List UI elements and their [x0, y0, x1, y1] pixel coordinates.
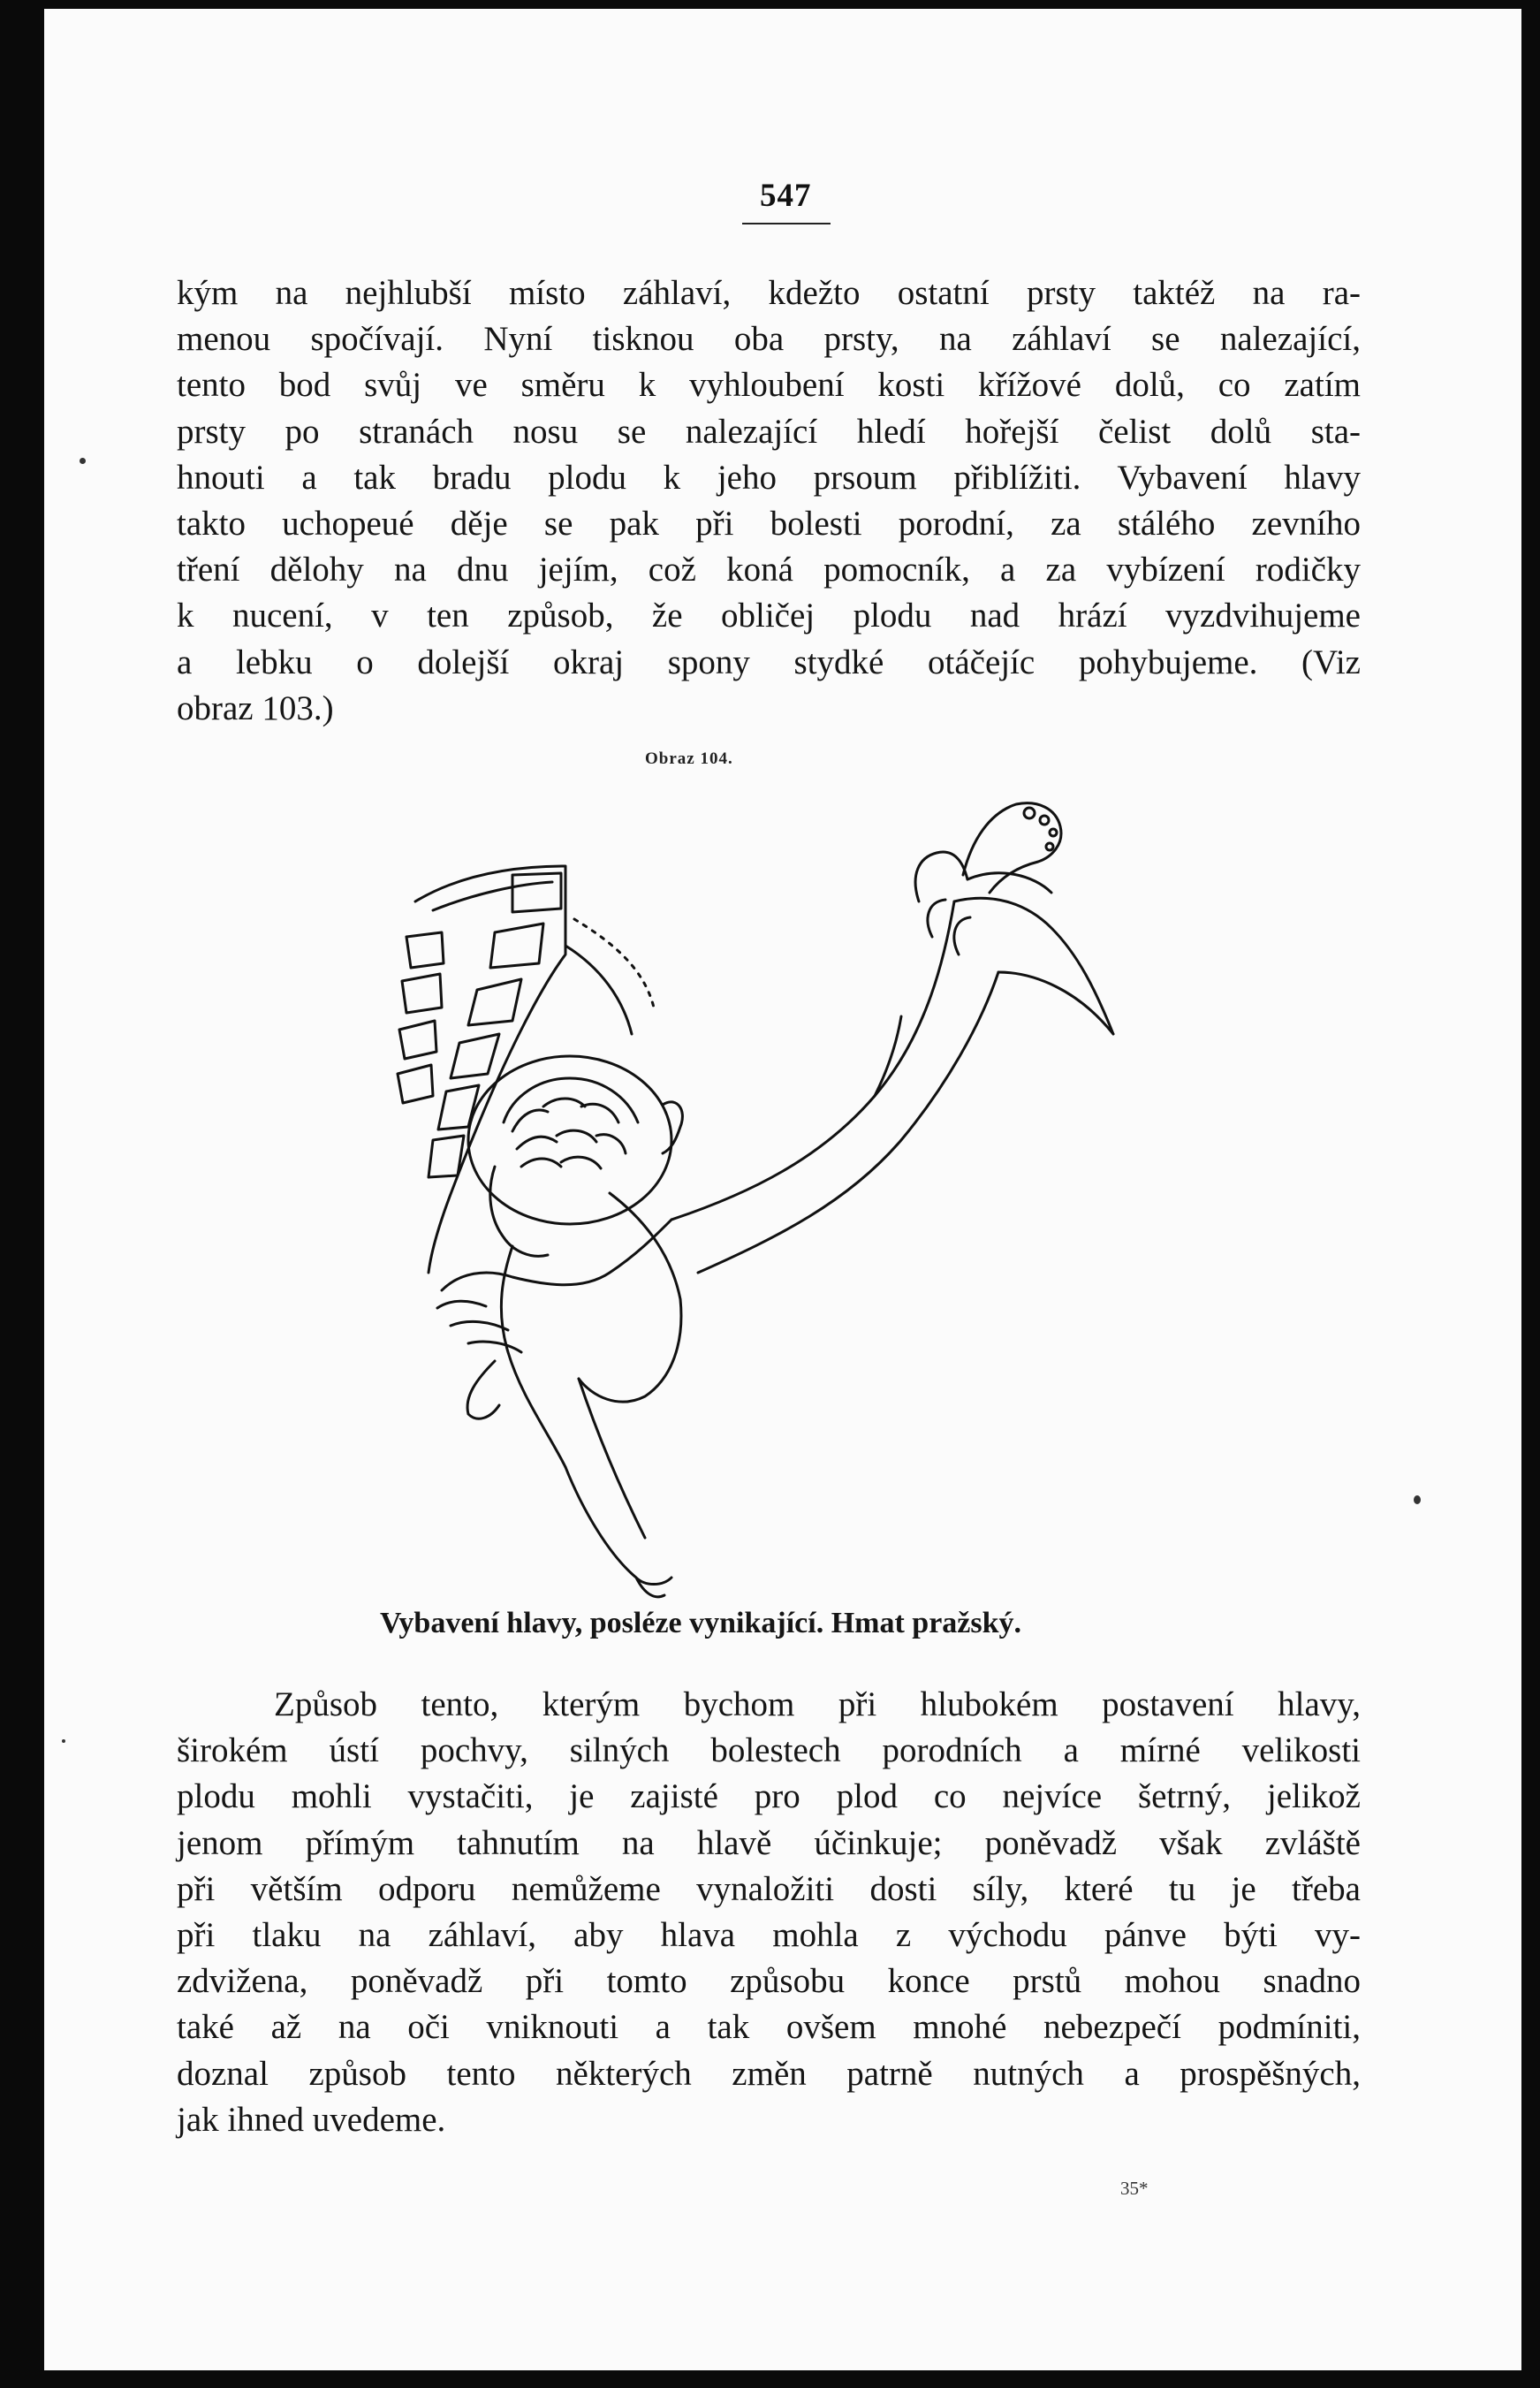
signature-mark: 35* — [1120, 2178, 1149, 2199]
paragraph-1 — [177, 270, 1361, 732]
text-line: hnouti a tak bradu plodu k jeho prsoum přiblížiti. Vybavení hlavy — [177, 458, 1361, 497]
text-line: prsty po stranách nosu se nalezající hledí hořejší čelist dolů sta- — [177, 412, 1361, 451]
text-line: k nucení, v ten způsob, že obličej plodu nad hrází vyzdvihujeme — [177, 597, 1361, 635]
illustration — [380, 778, 1140, 1608]
ink-speck — [62, 1739, 65, 1743]
page-number-underline — [742, 223, 831, 224]
text-line: tření dělohy na dnu jejím, což koná pomocník, a za vybízení rodičky — [177, 551, 1361, 589]
text-line: jenom přímým tahnutím na hlavě účinkuje; poněvadž však zvláště — [177, 1823, 1361, 1862]
text-line: menou spočívají. Nyní tisknou oba prsty, na záhlaví se nalezající, — [177, 320, 1361, 359]
book-page — [44, 9, 1521, 2370]
figure-label: Obraz 104. — [645, 749, 733, 768]
paragraph-2 — [177, 1682, 1361, 2143]
text-line: při větším odporu nemůžeme vynaložiti dosti síly, které tu je třeba — [177, 1869, 1361, 1908]
upper-hand — [915, 852, 967, 901]
text-line: při tlaku na záhlaví, aby hlava mohla z východu pánve býti vy- — [177, 1916, 1361, 1955]
text-line: Způsob tento, kterým bychom při hlubokém postavení hlavy, — [274, 1685, 1361, 1723]
text-line: širokém ústí pochvy, silných bolestech porodních a mírné velikosti — [177, 1731, 1361, 1770]
text-line: jak ihned uvedeme. — [177, 2100, 446, 2139]
fetal-head — [468, 1056, 671, 1224]
text-line: kým na nejhlubší místo záhlaví, kdežto ostatní prsty taktéž na ra- — [177, 274, 1361, 312]
text-line: takto uchopeué děje se pak při bolesti porodní, za stálého zevního — [177, 505, 1361, 544]
text-line: tento bod svůj ve směru k vyhloubení kosti křížové dolů, co zatím — [177, 366, 1361, 405]
text-line: zdvižena, poněvadž při tomto způsobu konce prstů mohou snadno — [177, 1962, 1361, 2001]
text-line: plodu mohli vystačiti, je zajisté pro plod co nejvíce šetrný, jelikož — [177, 1777, 1361, 1816]
text-line: obraz 103.) — [177, 688, 334, 727]
operator-arm — [671, 901, 954, 1220]
text-line: doznal způsob tento některých změn patrně nutných a prospěšných, — [177, 2054, 1361, 2093]
figure-caption: Vybavení hlavy, posléze vynikající. Hmat pražský. — [380, 1607, 1022, 1639]
text-line: také až na oči vniknouti a tak ovšem mnohé nebezpečí podmíniti, — [177, 2008, 1361, 2047]
infant-body — [501, 1246, 565, 1467]
text-line: a lebku o dolejší okraj spony stydké otáčejíc pohybujeme. (Viz — [177, 643, 1361, 681]
operator-hand — [442, 1220, 671, 1290]
ink-speck — [80, 458, 86, 464]
page-number: 547 — [760, 178, 812, 214]
ink-speck — [1414, 1495, 1421, 1504]
